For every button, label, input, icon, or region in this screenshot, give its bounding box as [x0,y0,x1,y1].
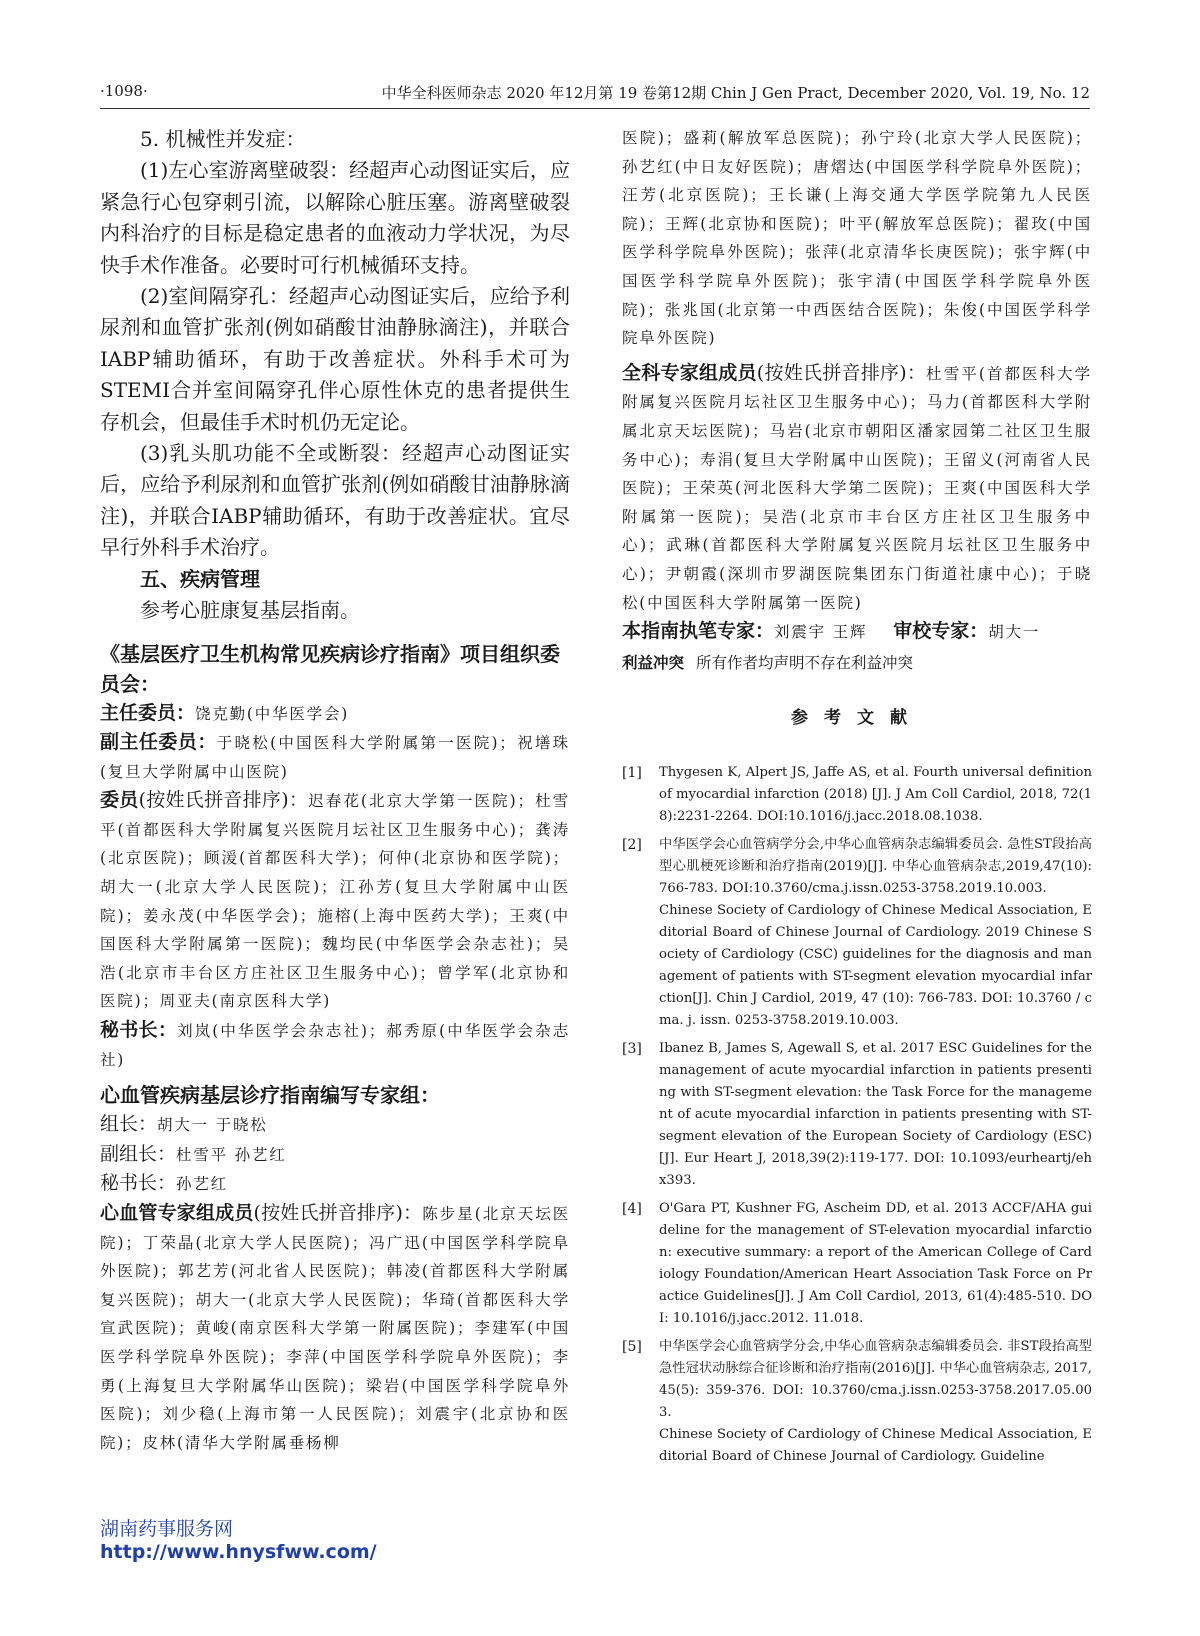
page-header [100,76,1090,109]
committee-secretary-text: 刘岚(中华医学会杂志社)；郝秀原(中华医学会杂志社) [100,1022,570,1069]
reference-item [622,1336,1092,1424]
site-watermark [100,1518,377,1564]
committee-members-label: 委员 [100,789,139,812]
reference-number: [1] [622,764,642,781]
group-vice-leader-text: 杜雪平 孙艺红 [176,1145,287,1164]
cardiovascular-experts [100,1199,570,1457]
cardiovascular-experts-label: 心血管专家组成员 [100,1202,254,1224]
group-secretary-text: 孙艺红 [176,1175,228,1194]
general-practice-experts-label: 全科专家组成员 [622,361,757,384]
committee-members-text: 迟春花(北京大学第一医院)；杜雪平(首都医科大学附属复兴医院月坛社区卫生服务中心)；龚涛(北京医院)；顾湲(首都医科大学)；何仲(北京协和医学院)；胡大一(北京大学人民医院)；江孙芳(复旦大学附属中山医院)；姜永茂(中华医学会)；施榕(上海中医药大学)；王爽(中国医科大学附属第一医院)；魏均民(中华医学会杂志社)；吴浩(北京市丰台区方庄社区卫生服务中心)；曾学军(北京协和医院)；周亚夫(南京医科大学) [100,792,570,1011]
reviewer-label: 审校专家： [893,620,989,643]
reference-item [622,1198,1092,1330]
reference-list [622,762,1092,1468]
general-practice-experts [622,359,1092,617]
committee-vice-chair [100,728,570,786]
committee-secretary-label: 秘书长： [100,1019,178,1042]
paragraph-free-wall-rupture: (1)左心室游离壁破裂：经超声心动图证实后，应紧急行心包穿刺引流，以解除心脏压塞。游离壁破裂内科治疗的目标是稳定患者的血液动力学状况，为尽快手术作准备。必要时可行机械循环支持。 [100,158,570,277]
writer-text: 刘震宇 王辉 [774,623,868,642]
reference-number: [5] [622,1338,642,1355]
committee-chair-label: 主任委员： [100,701,196,724]
general-practice-experts-text: 杜雪平(首都医科大学附属复兴医院月坛社区卫生服务中心)；马力(首都医科大学附属北京天坛医院)；马岩(北京市朝阳区潘家园第二社区卫生服务中心)；寿涓(复旦大学附属中山医院)；王留义(河南省人民医院)；王荣英(河北医科大学第二医院)；王爽(中国医科大学附属第一医院)；吴浩(北京市丰台区方庄社区卫生服务中心)；武琳(首都医科大学附属复兴医院月坛社区卫生服务中心)；尹朝霞(深圳市罗湖医院集团东门街道社康中心)；于晓松(中国医科大学附属第一医院) [622,364,1092,612]
reference-text: Ibanez B, James S, Agewall S, et al. 2017 ESC Guidelines for the management of acute myocardial infarction in patients presenting with ST-segment elevation: the Task Force for the management of acute myocardial infarction in patients presenting with ST-segment elevation of the European Society of Cardiology (ESC)[J]. Eur Heart J, 2018,39(2):119-177. DOI: 10.1093/eurheartj/ehx393. [659,1040,1092,1188]
reference-number: [3] [622,1040,642,1057]
reference-item [622,762,1092,828]
writers-and-reviewers [622,617,1092,647]
reference-item-translation [622,1424,1092,1468]
reference-item [622,1038,1092,1192]
reference-text: 中华医学会心血管病学分会,中华心血管病杂志编辑委员会. 非ST段抬高型急性冠状动脉综合征诊断和治疗指南(2016)[J]. 中华心血管病杂志, 2017, 45(5): 359-376. DOI: 10.3760/cma.j.issn.0253-3758.2017.05.003. [659,1338,1092,1420]
committee-members-note: (按姓氏拼音排序)： [138,789,309,812]
cardiovascular-experts-text-left: 陈步星(北京天坛医院)；丁荣晶(北京大学人民医院)；冯广迅(中国医学科学院阜外医院)；郭艺芳(河北省人民医院)；韩凌(首都医科大学附属复兴医院)；胡大一(北京大学人民医院)；华琦(首都医科大学宣武医院)；黄峻(南京医科大学第一附属医院)；李建军(中国医学科学院阜外医院)；李萍(中国医学科学院阜外医院)；李勇(上海复旦大学附属华山医院)；梁岩(中国医学科学院阜外医院)；刘少稳(上海市第一人民医院)；刘震宇(北京协和医院)；皮林(清华大学附属垂杨柳 [100,1205,570,1452]
cardiovascular-experts-note: (按姓氏拼音排序)： [253,1202,423,1224]
committee-secretary [100,1016,570,1074]
section-disease-management-title: 五、疾病管理 [140,566,260,591]
reference-text: Thygesen K, Alpert JS, Jaffe AS, et al. Fourth universal definition of myocardial infarction (2018) [J]. J Am Coll Cardiol, 2018, 72(18):2231-2264. DOI:10.1016/j.jacc.2018.08.1038. [659,764,1092,824]
reviewer-text: 胡大一 [988,623,1041,642]
cardiovascular-experts-continued: 医院)；盛莉(解放军总医院)；孙宁玲(北京大学人民医院)；孙艺红(中日友好医院)；唐熠达(中国医学科学院阜外医院)；汪芳(北京医院)；王长谦(上海交通大学医学院第九人民医院)；王辉(北京协和医院)；叶平(解放军总医院)；翟玫(中国医学科学院阜外医院)；张萍(北京清华长庚医院)；张宇辉(中国医学科学院阜外医院)；张宇清(中国医学科学院阜外医院)；张兆国(北京第一中西医结合医院)；朱俊(中国医学科学院阜外医院) [622,129,1092,348]
committee-chair-text: 饶克勤(中华医学会) [195,704,350,723]
group-vice-leader-label: 副组长： [100,1142,177,1165]
left-column [100,124,570,1457]
conflict-of-interest-text: 所有作者均声明不存在利益冲突 [696,653,914,672]
reference-number: [2] [622,836,642,853]
mechanical-complications-title: 5. 机械性并发症： [140,127,306,151]
references-title: 参考文献 [791,707,923,728]
group-leader-label: 组长： [100,1113,158,1136]
journal-citation: 中华全科医师杂志 2020 年12月第 19 卷第12期 Chin J Gen Pract, December 2020, Vol. 19, No. 12 [381,84,1090,102]
reference-item-translation [622,900,1092,1032]
paragraph-septal-perforation: (2)室间隔穿孔：经超声心动图证实后，应给予利尿剂和血管扩张剂(例如硝酸甘油静脉滴注)，并联合IABP辅助循环，有助于改善症状。外科手术可为STEMI合并室间隔穿孔伴心原性休克的患者提供生存机会，但最佳手术时机仍无定论。 [100,284,570,434]
conflict-of-interest [622,651,1092,675]
reference-text: O'Gara PT, Kushner FG, Ascheim DD, et al. 2013 ACCF/AHA guideline for the management of ST-elevation myocardial infarction: executive summary: a report of the American College of Cardiology Foundation/American Heart Association Task Force on Practice Guidelines[J]. J Am Coll Cardiol, 2013, 61(4):485-510. DOI: 10.1016/j.jacc.2012. 11.018. [659,1200,1092,1326]
reference-item [622,834,1092,900]
group-leader-text: 胡大一 于晓松 [157,1116,268,1135]
conflict-of-interest-label: 利益冲突 [622,653,685,672]
reference-text: 中华医学会心血管病学分会,中华心血管病杂志编辑委员会. 急性ST段抬高型心肌梗死诊断和治疗指南(2019)[J]. 中华心血管病杂志,2019,47(10): 766-783. DOI:10.3760/cma.j.issn.0253-3758.2019.10.003. [659,836,1092,896]
section-disease-management-text: 参考心脏康复基层指南。 [140,598,360,623]
writing-group-title: 心血管疾病基层诊疗指南编写专家组： [100,1083,440,1108]
page-number: ·1098· [100,82,148,100]
general-practice-experts-note: (按姓氏拼音排序)： [756,361,927,384]
committee-vice-chair-text: 于晓松(中国医科大学附属第一医院)；祝墡珠(复旦大学附属中山医院) [100,734,570,781]
group-secretary-label: 秘书长： [100,1172,177,1195]
watermark-url-link[interactable]: http://www.hnysfww.com/ [100,1541,377,1563]
right-column [622,124,1092,1474]
committee-vice-chair-label: 副主任委员： [100,731,217,754]
reference-text: Chinese Society of Cardiology of Chinese Medical Association, Editorial Board of Chinese Journal of Cardiology. 2019 Chinese Society of Cardiology (CSC) guidelines for the diagnosis and management of patients with ST-segment elevation myocardial infarction[J]. Chin J Cardiol, 2019, 47 (10): 766-783. DOI: 10.3760 / cma. j. issn. 0253-3758.2019.10.003. [659,902,1092,1028]
group-vice-leader [100,1140,570,1170]
committee-members [100,786,570,1016]
reference-number: [4] [622,1200,642,1217]
watermark-site-name: 湖南药事服务网 [100,1518,234,1540]
paragraph-papillary-muscle: (3)乳头肌功能不全或断裂：经超声心动图证实后，应给予利尿剂和血管扩张剂(例如硝酸甘油静脉滴注)，并联合IABP辅助循环，有助于改善症状。宜尽早行外科手术治疗。 [100,441,570,560]
group-secretary [100,1169,570,1199]
writer-label: 本指南执笔专家： [622,620,775,643]
reference-text: Chinese Society of Cardiology of Chinese Medical Association, Editorial Board of Chinese Journal of Cardiology. Guideline [659,1426,1092,1464]
group-leader [100,1110,570,1140]
organizing-committee-title: 《基层医疗卫生机构常见疾病诊疗指南》项目组织委员会： [100,641,560,696]
committee-chair [100,699,570,729]
